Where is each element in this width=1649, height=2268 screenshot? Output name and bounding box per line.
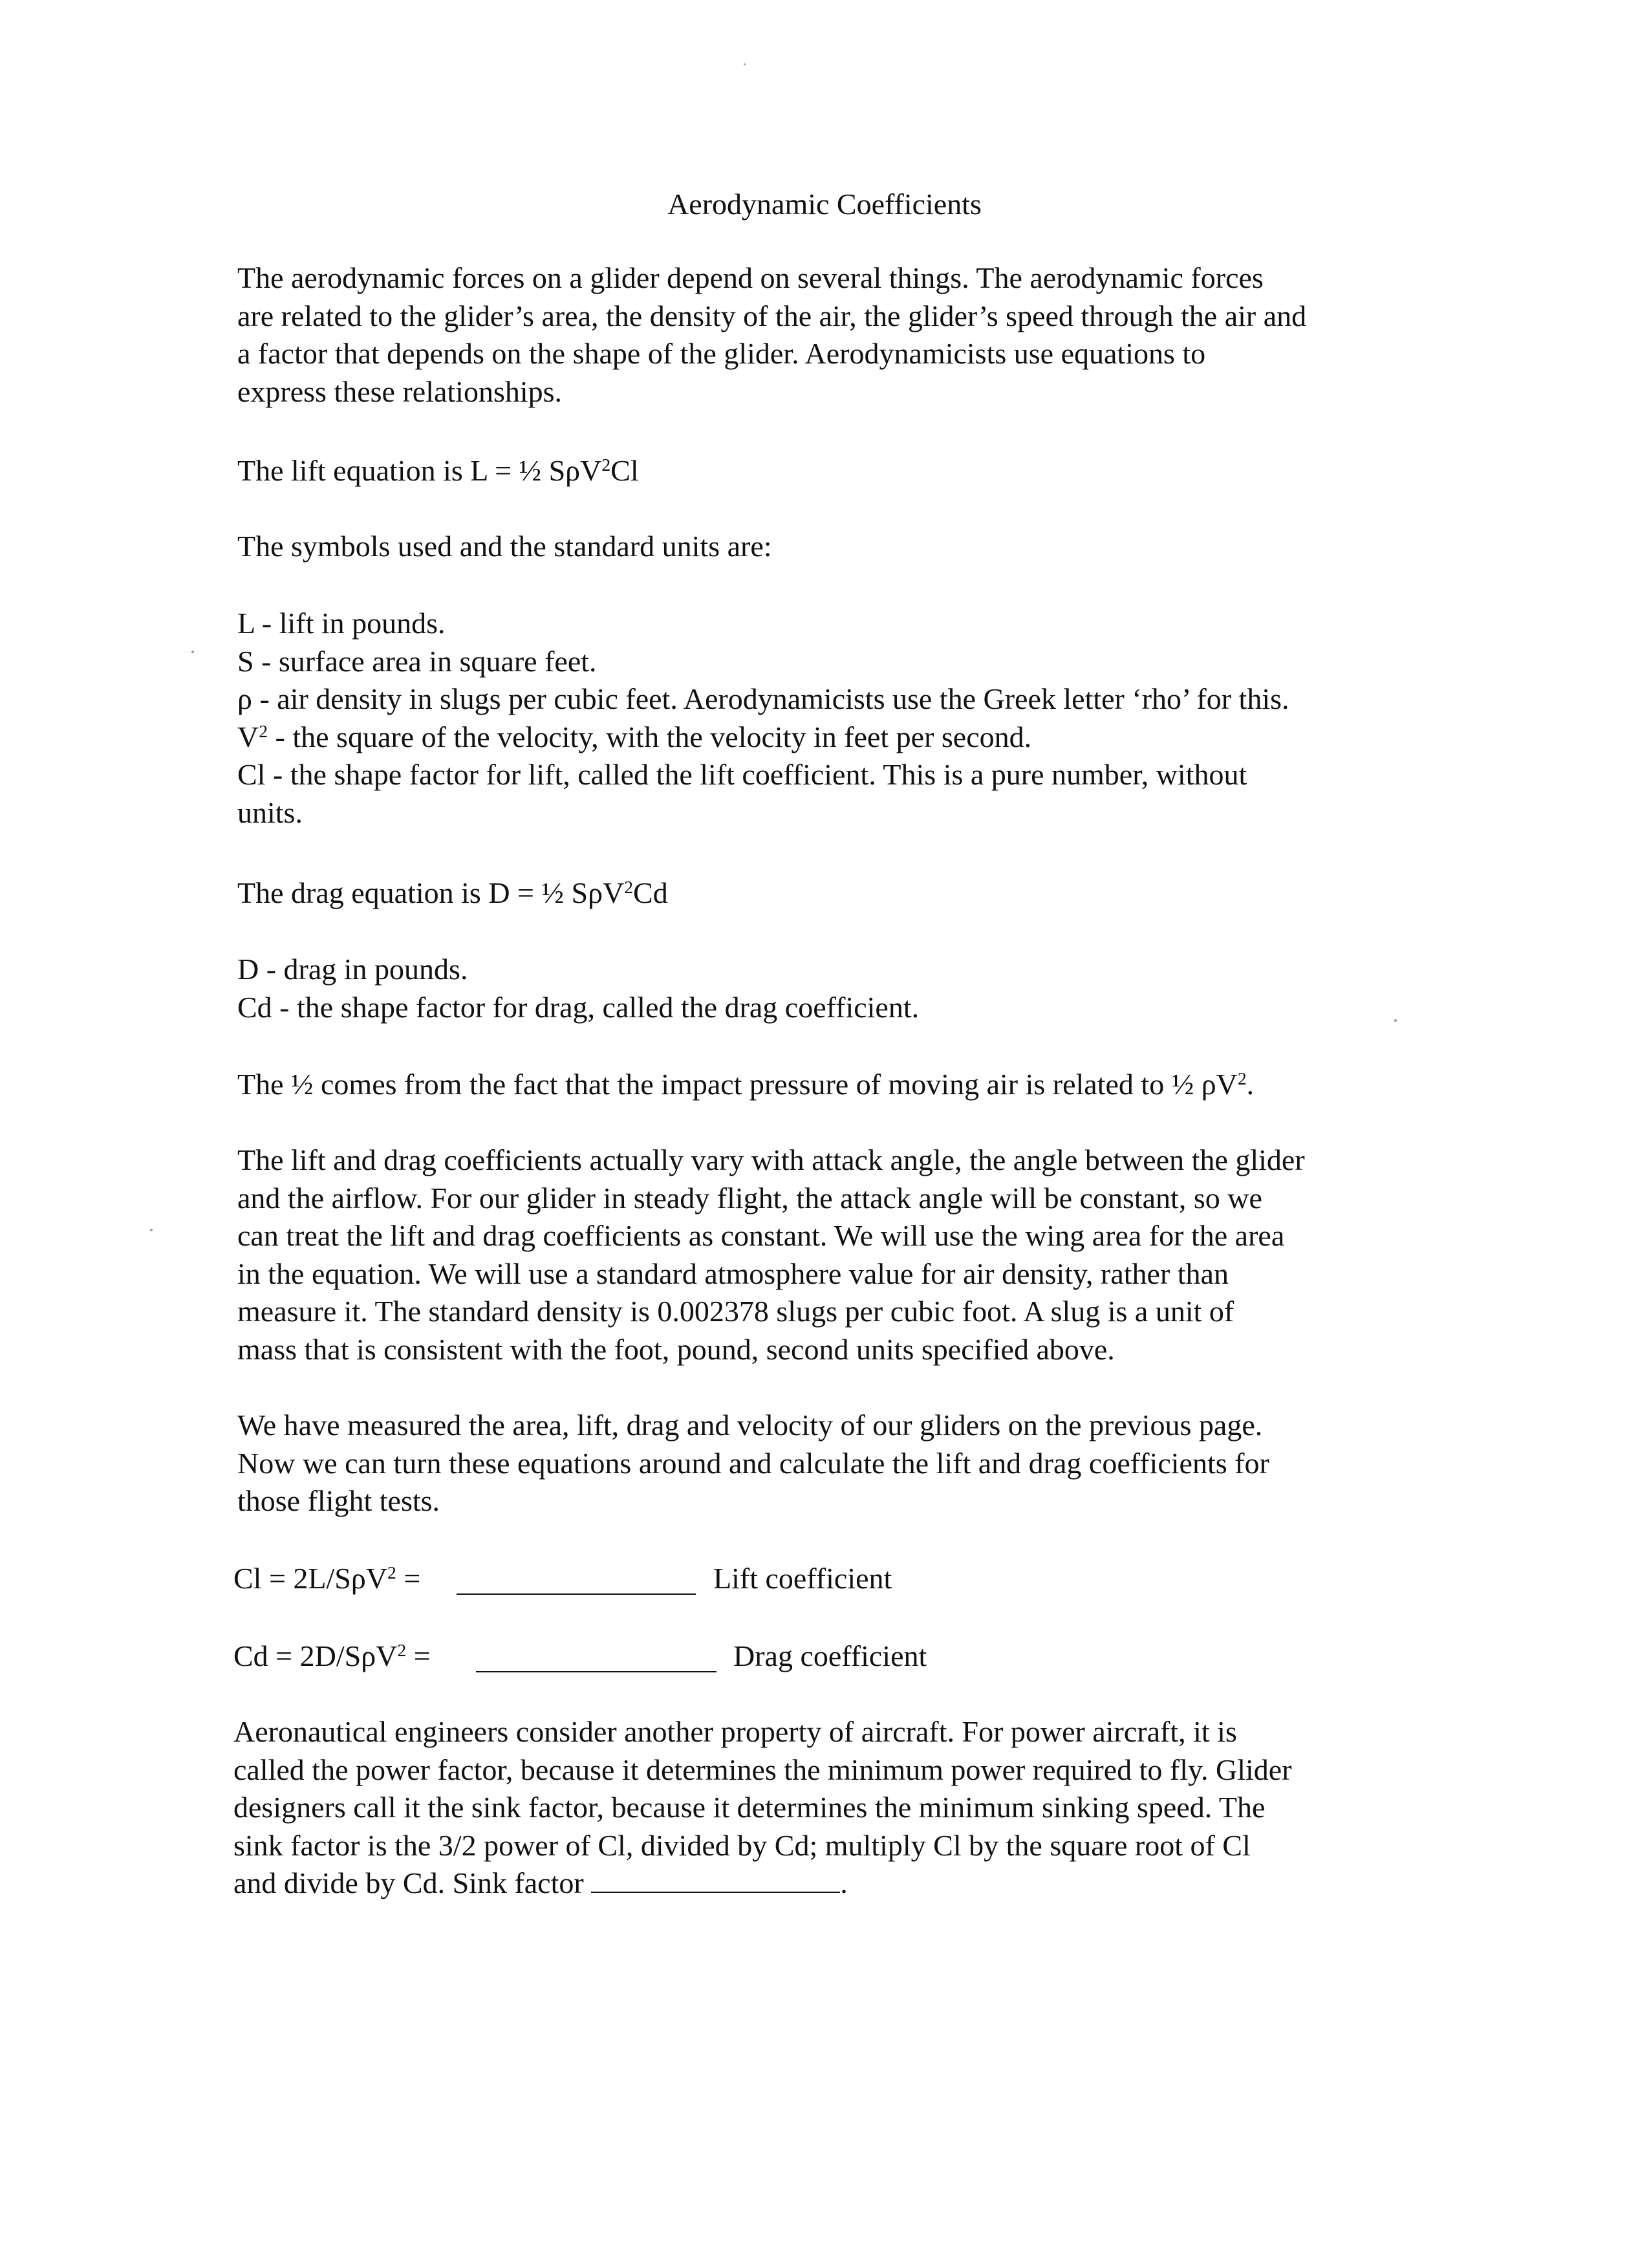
scan-speck (150, 1229, 153, 1231)
drag-equation-text: The drag equation is D = ½ SρV (237, 876, 625, 909)
symbol-item: S - surface area in square feet. (237, 644, 597, 678)
scan-speck (191, 651, 194, 653)
intro-paragraph (237, 259, 1421, 411)
text-line: sink factor is the 3/2 power of Cl, divided by Cd; multiply Cl by the square root of Cl (233, 1828, 1251, 1862)
symbol-item: D - drag in pounds. (237, 953, 468, 986)
symbol-item-continued: units. (237, 795, 303, 829)
cl-formula-row (233, 1560, 420, 1597)
text-line: Aeronautical engineers consider another property of aircraft. For power aircraft, it is (233, 1715, 1237, 1748)
superscript: 2 (624, 876, 634, 897)
cd-formula-equals: = (406, 1639, 431, 1672)
text-line: and the airflow. For our glider in steady flight, the attack angle will be constant, so we (237, 1181, 1262, 1215)
sink-last-line (233, 1864, 1417, 1903)
sink-factor-blank[interactable] (591, 1866, 840, 1893)
text-line: We have measured the area, lift, drag and velocity of our gliders on the previous page. (237, 1409, 1263, 1442)
symbol-item: Cd - the shape factor for drag, called the drag coefficient. (237, 990, 920, 1024)
cd-formula-row (233, 1637, 431, 1675)
coefficients-paragraph (237, 1141, 1421, 1368)
half-note-text: The ½ comes from the fact that the impact pressure of moving air is related to ½ ρV (237, 1068, 1238, 1101)
cl-formula-equals: = (396, 1562, 421, 1595)
cl-formula: Cl = 2L/SρV (233, 1562, 388, 1595)
superscript: 2 (387, 1562, 396, 1582)
drag-coefficient-blank[interactable] (476, 1645, 717, 1672)
drag-symbols (237, 951, 1421, 1026)
half-note-suffix: . (1246, 1068, 1255, 1101)
superscript: 2 (397, 1639, 407, 1660)
text-line: in the equation. We will use a standard atmosphere value for air density, rather than (237, 1257, 1229, 1290)
half-note (237, 1066, 1421, 1104)
lift-coefficient-label: Lift coefficient (713, 1562, 892, 1595)
drag-equation-suffix: Cd (633, 876, 668, 909)
sink-factor-period: . (840, 1866, 848, 1899)
measured-paragraph (237, 1407, 1421, 1520)
sink-paragraph (233, 1713, 1417, 1903)
text-line: a factor that depends on the shape of the glider. Aerodynamicists use equations to (237, 337, 1206, 370)
lift-equation-suffix: Cl (610, 454, 639, 487)
symbols-intro-text: The symbols used and the standard units are: (237, 530, 772, 563)
text-line: mass that is consistent with the foot, pound, second units specified above. (237, 1332, 1115, 1366)
text-line: measure it. The standard density is 0.002378 slugs per cubic foot. A slug is a unit of (237, 1295, 1234, 1328)
velocity-symbol: V (237, 720, 259, 753)
velocity-description: - the square of the velocity, with the velocity in feet per second. (268, 720, 1032, 753)
drag-equation (237, 874, 1421, 913)
superscript: 2 (259, 720, 268, 741)
symbol-item: Cl - the shape factor for lift, called the lift coefficient. This is a pure number, without (237, 758, 1247, 791)
symbol-item: ρ - air density in slugs per cubic feet. Aerodynamicists use the Greek letter ‘rho’ for this. (237, 682, 1289, 715)
page-title: Aerodynamic Coefficients (667, 188, 982, 221)
drag-coefficient-label: Drag coefficient (733, 1639, 927, 1672)
text-line: The lift and drag coefficients actually vary with attack angle, the angle between the glider (237, 1143, 1305, 1176)
text-line: called the power factor, because it determines the minimum power required to fly. Glider (233, 1753, 1292, 1786)
symbols-list (237, 605, 1421, 832)
text-line: express these relationships. (237, 374, 563, 408)
superscript: 2 (601, 454, 611, 475)
symbol-item: L - lift in pounds. (237, 607, 446, 640)
cd-formula: Cd = 2D/SρV (233, 1639, 398, 1672)
text-line: those flight tests. (237, 1484, 440, 1517)
superscript: 2 (1237, 1068, 1247, 1088)
lift-coefficient-blank[interactable] (457, 1568, 696, 1595)
scan-speck (1394, 1019, 1397, 1022)
symbols-intro (237, 528, 1421, 566)
lift-equation (237, 452, 1421, 490)
scan-speck (744, 63, 746, 65)
text-line: Now we can turn these equations around and calculate the lift and drag coefficients for (237, 1446, 1269, 1480)
symbol-item-velocity (237, 718, 1421, 757)
sink-factor-label: and divide by Cd. Sink factor (233, 1866, 584, 1899)
text-line: are related to the glider’s area, the density of the air, the glider’s speed through the air and (237, 299, 1307, 332)
lift-equation-text: The lift equation is L = ½ SρV (237, 454, 602, 487)
text-line: designers call it the sink factor, because it determines the minimum sinking speed. The (233, 1791, 1266, 1824)
text-line: can treat the lift and drag coefficients as constant. We will use the wing area for the area (237, 1219, 1285, 1252)
text-line: The aerodynamic forces on a glider depend on several things. The aerodynamic forces (237, 261, 1264, 294)
